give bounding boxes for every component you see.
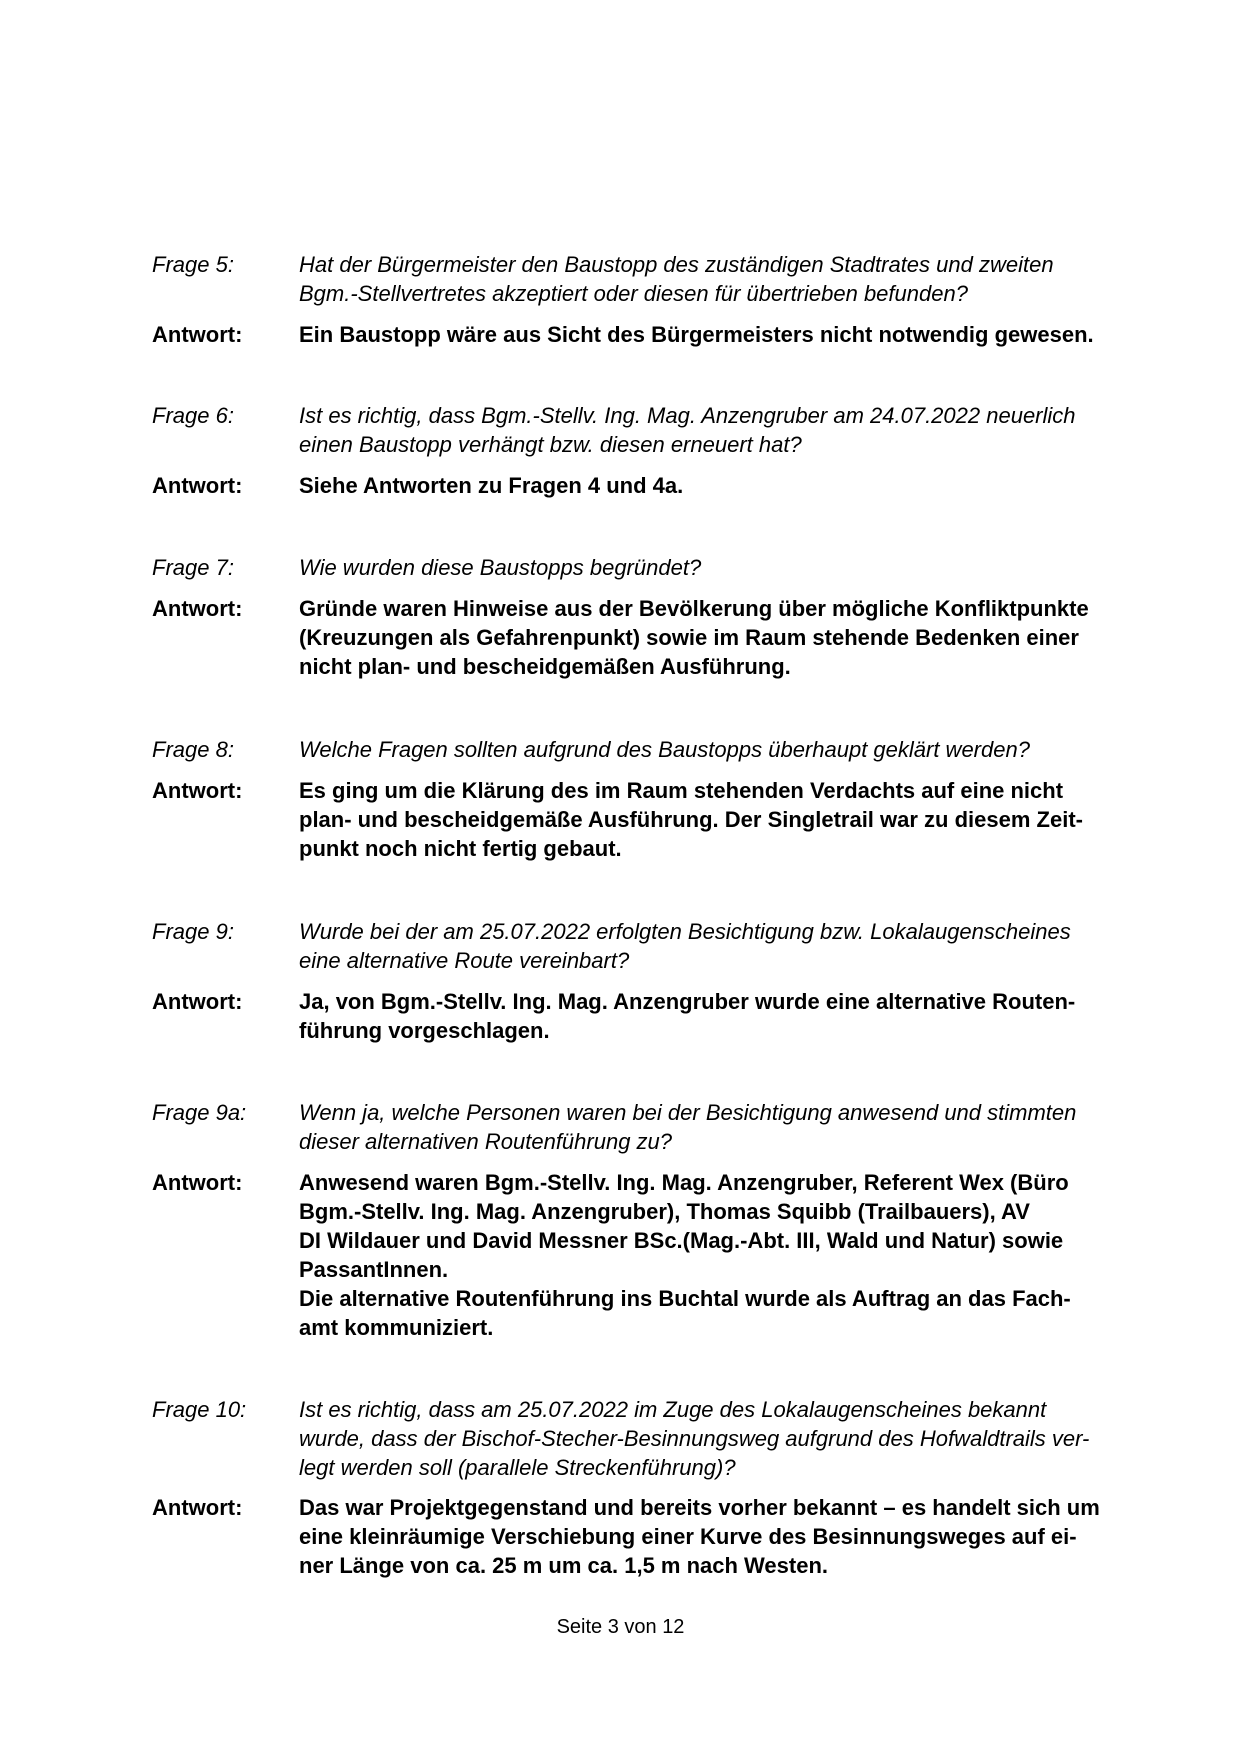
question-label: Frage 8: [152, 737, 234, 762]
answer-line: ner Länge von ca. 25 m um ca. 1,5 m nach Westen. [299, 1553, 829, 1578]
question-line: Hat der Bürgermeister den Baustopp des zuständigen Stadtrates und zweiten [299, 252, 1054, 277]
question-line: Bgm.-Stellvertretes akzeptiert oder diesen für übertrieben befunden? [299, 281, 968, 306]
answer-label: Antwort: [152, 596, 243, 621]
answer-line: punkt noch nicht fertig gebaut. [299, 836, 622, 861]
question-text [299, 553, 1139, 582]
question-text [299, 917, 1139, 975]
answer-label: Antwort: [152, 322, 243, 347]
question-text [299, 1098, 1139, 1156]
question-line: Wurde bei der am 25.07.2022 erfolgten Besichtigung bzw. Lokalaugenscheines [299, 919, 1071, 944]
answer-label: Antwort: [152, 1170, 243, 1195]
question-label: Frage 9: [152, 919, 234, 944]
answer-label: Antwort: [152, 473, 243, 498]
question-line: Welche Fragen sollten aufgrund des Baustopps überhaupt geklärt werden? [299, 737, 1030, 762]
question-label: Frage 6: [152, 403, 234, 428]
answer-text [299, 776, 1139, 863]
answer-line: DI Wildauer und David Messner BSc.(Mag.-Abt. III, Wald und Natur) sowie [299, 1228, 1064, 1253]
answer-line: nicht plan- und bescheidgemäßen Ausführung. [299, 654, 791, 679]
answer-line: Ja, von Bgm.-Stellv. Ing. Mag. Anzengruber wurde eine alternative Routen- [299, 989, 1076, 1014]
question-text [299, 735, 1139, 764]
question-line: einen Baustopp verhängt bzw. diesen erneuert hat? [299, 432, 802, 457]
question-line: Ist es richtig, dass am 25.07.2022 im Zuge des Lokalaugenscheines bekannt [299, 1397, 1047, 1422]
answer-line: amt kommuniziert. [299, 1315, 494, 1340]
answer-text [299, 320, 1139, 349]
answer-line: Die alternative Routenführung ins Buchtal wurde als Auftrag an das Fach- [299, 1286, 1071, 1311]
answer-line: führung vorgeschlagen. [299, 1018, 550, 1043]
answer-text [299, 987, 1139, 1045]
page-number: Seite 3 von 12 [556, 1616, 685, 1638]
answer-line: Bgm.-Stellv. Ing. Mag. Anzengruber), Thomas Squibb (Trailbauers), AV [299, 1199, 1030, 1224]
question-line: dieser alternativen Routenführung zu? [299, 1129, 673, 1154]
answer-line: Siehe Antworten zu Fragen 4 und 4a. [299, 473, 684, 498]
answer-line: PassantInnen. [299, 1257, 449, 1282]
answer-line: eine kleinräumige Verschiebung einer Kurve des Besinnungsweges auf ei- [299, 1524, 1077, 1549]
question-line: Wenn ja, welche Personen waren bei der Besichtigung anwesend und stimmten [299, 1100, 1077, 1125]
question-label: Frage 5: [152, 252, 234, 277]
question-line: eine alternative Route vereinbart? [299, 948, 630, 973]
answer-label: Antwort: [152, 1495, 243, 1520]
answer-label: Antwort: [152, 989, 243, 1014]
answer-line: (Kreuzungen als Gefahrenpunkt) sowie im Raum stehende Bedenken einer [299, 625, 1079, 650]
answer-text [299, 1493, 1139, 1580]
answer-text [299, 471, 1139, 500]
answer-line: Anwesend waren Bgm.-Stellv. Ing. Mag. Anzengruber, Referent Wex (Büro [299, 1170, 1069, 1195]
question-line: Ist es richtig, dass Bgm.-Stellv. Ing. Mag. Anzengruber am 24.07.2022 neuerlich [299, 403, 1076, 428]
answer-line: Gründe waren Hinweise aus der Bevölkerung über mögliche Konfliktpunkte [299, 596, 1089, 621]
answer-text [299, 1168, 1139, 1342]
answer-line: plan- und bescheidgemäße Ausführung. Der Singletrail war zu diesem Zeit- [299, 807, 1083, 832]
question-text [299, 1395, 1139, 1482]
question-label: Frage 10: [152, 1397, 247, 1422]
answer-text [299, 594, 1139, 681]
question-text [299, 250, 1139, 308]
answer-label: Antwort: [152, 778, 243, 803]
question-label: Frage 9a: [152, 1100, 247, 1125]
question-line: Wie wurden diese Baustopps begründet? [299, 555, 702, 580]
question-text [299, 401, 1139, 459]
answer-line: Ein Baustopp wäre aus Sicht des Bürgermeisters nicht notwendig gewesen. [299, 322, 1094, 347]
answer-line: Das war Projektgegenstand und bereits vorher bekannt – es handelt sich um [299, 1495, 1100, 1520]
question-line: wurde, dass der Bischof-Stecher-Besinnungsweg aufgrund des Hofwaldtrails ver- [299, 1426, 1090, 1451]
question-label: Frage 7: [152, 555, 234, 580]
answer-line: Es ging um die Klärung des im Raum stehenden Verdachts auf eine nicht [299, 778, 1064, 803]
question-line: legt werden soll (parallele Streckenführung)? [299, 1455, 736, 1480]
